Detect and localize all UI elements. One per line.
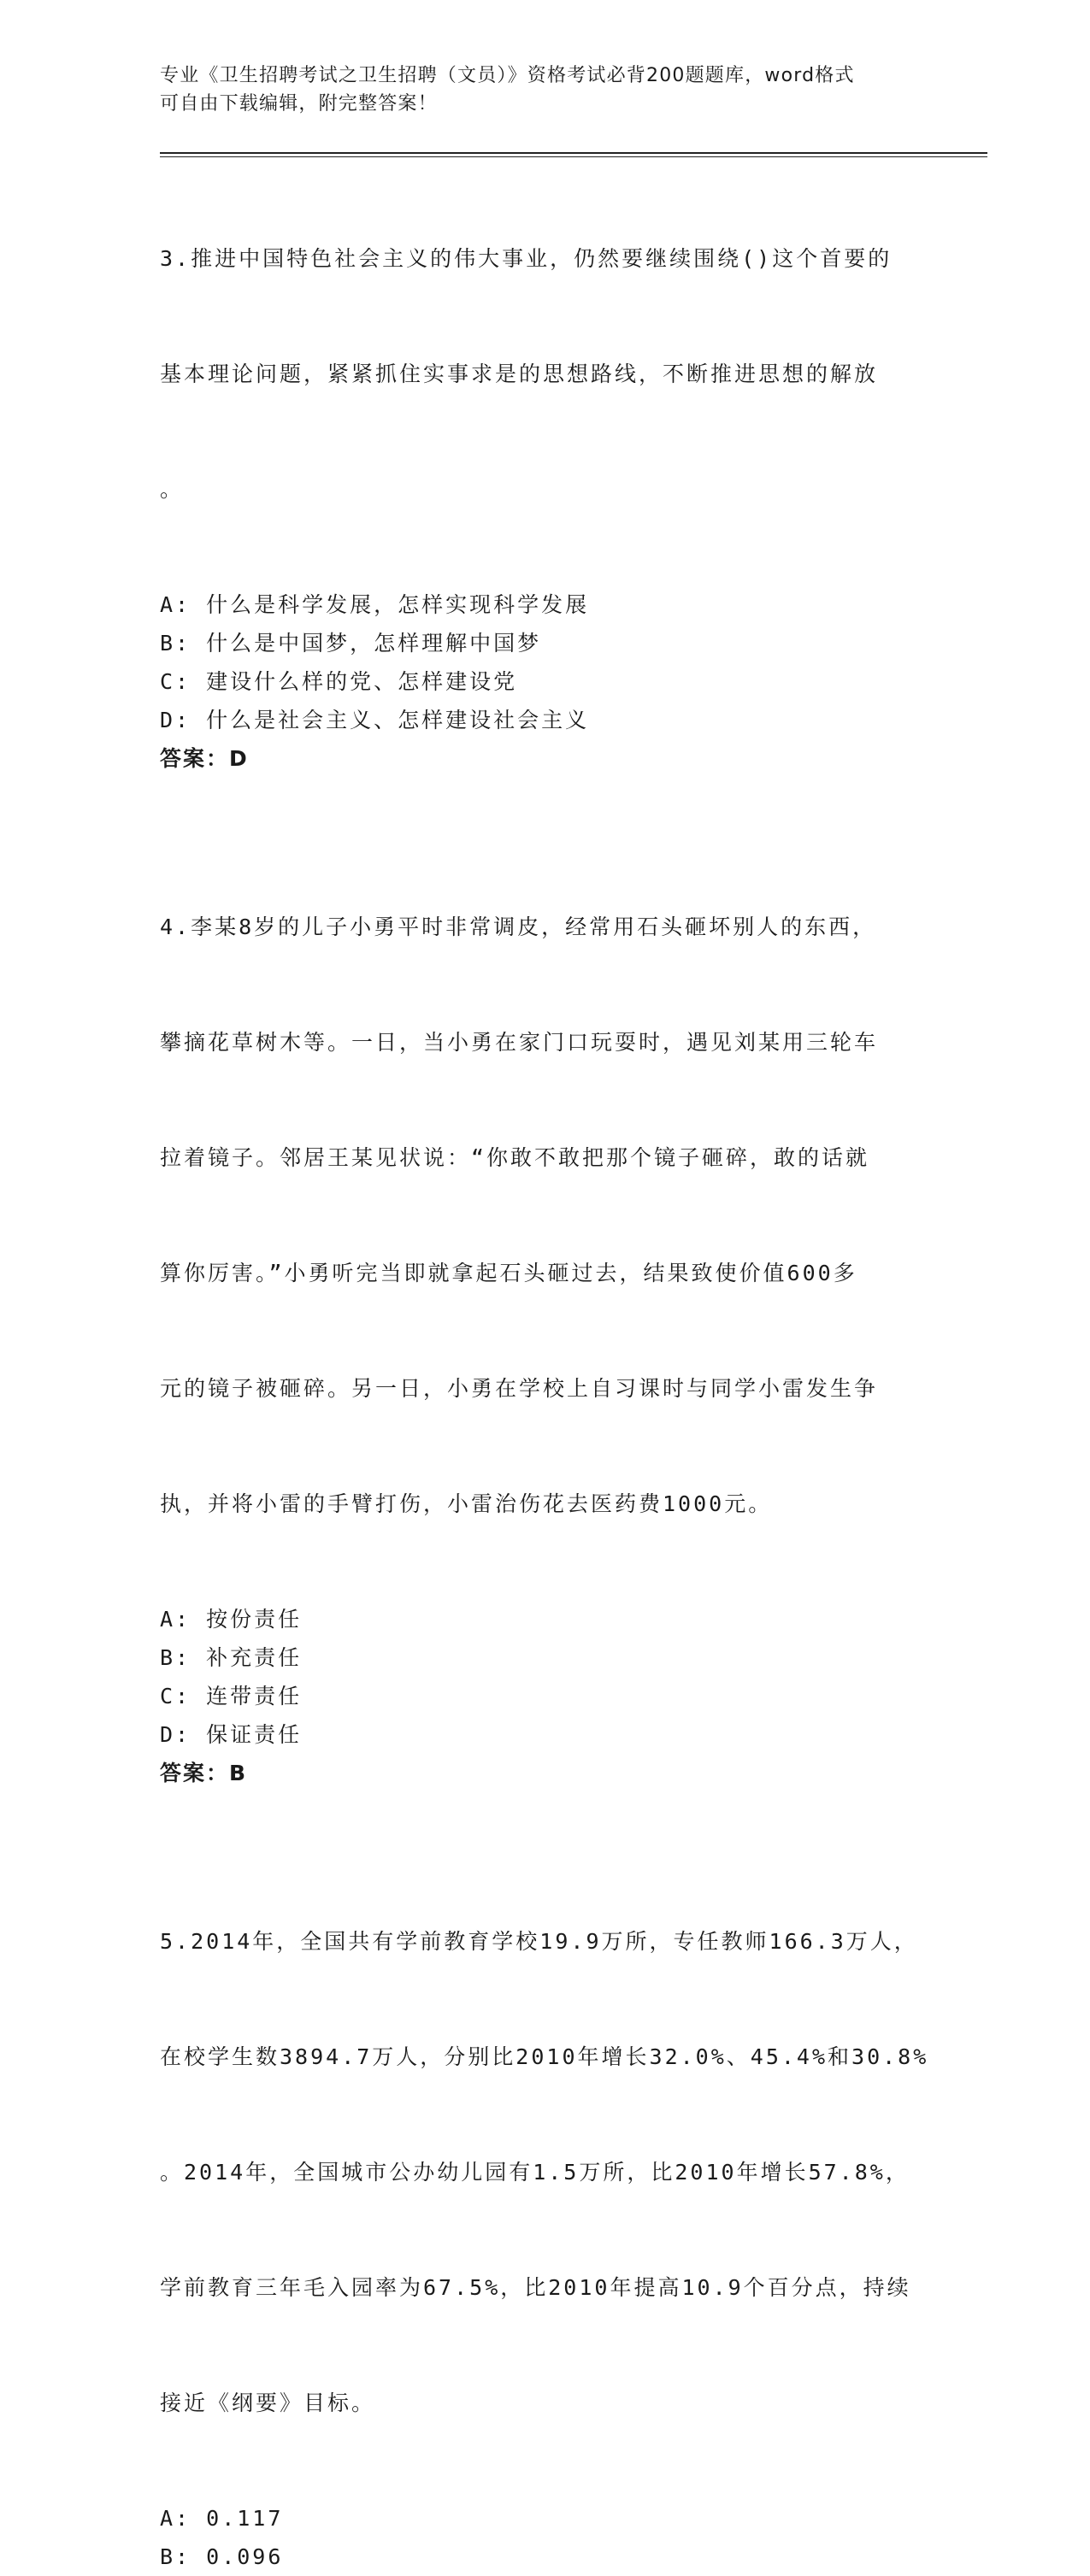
header-rule-thin bbox=[160, 156, 987, 157]
option-b: B: 补充责任 bbox=[160, 1645, 303, 1670]
option-d: D: 什么是社会主义、怎样建设社会主义 bbox=[160, 708, 590, 732]
question-stem bbox=[160, 1845, 929, 2499]
option-c: C: 建设什么样的党、怎样建设党 bbox=[160, 669, 518, 694]
option-c: C: 连带责任 bbox=[160, 1684, 303, 1709]
stem-line: 执，并将小雷的手臂打伤，小雷治伤花去医药费1000元。 bbox=[160, 1491, 773, 1516]
option-b: B: 0.096 bbox=[160, 2544, 284, 2569]
question-3 bbox=[160, 162, 929, 778]
stem-line: 。 bbox=[160, 477, 185, 502]
question-stem bbox=[160, 831, 929, 1600]
stem-line: 算你厉害。”小勇听完当即就拿起石头砸过去，结果致使价值600多 bbox=[160, 1261, 857, 1285]
header-rule-thick bbox=[160, 152, 987, 154]
stem-line: 在校学生数3894.7万人，分别比2010年增长32.0%、45.4%和30.8% bbox=[160, 2044, 929, 2069]
header-line-2: 可自由下载编辑，附完整答案！ bbox=[160, 93, 438, 115]
stem-line: 。2014年，全国城市公办幼儿园有1.5万所，比2010年增长57.8%， bbox=[160, 2160, 910, 2185]
question-list bbox=[160, 162, 929, 2576]
stem-line: 4.李某8岁的儿子小勇平时非常调皮，经常用石头砸坏别人的东西， bbox=[160, 915, 877, 939]
stem-line: 5.2014年，全国共有学前教育学校19.9万所，专任教师166.3万人， bbox=[160, 1929, 918, 1954]
question-4 bbox=[160, 831, 929, 1792]
option-a: A: 0.117 bbox=[160, 2506, 284, 2531]
stem-line: 拉着镜子。邻居王某见状说：“你敢不敢把那个镜子砸碎，敢的话就 bbox=[160, 1145, 870, 1170]
option-a: A: 什么是科学发展，怎样实现科学发展 bbox=[160, 592, 590, 617]
option-b: B: 什么是中国梦，怎样理解中国梦 bbox=[160, 631, 542, 656]
question-5 bbox=[160, 1845, 929, 2576]
answer: 答案：B bbox=[160, 1761, 248, 1785]
document-header bbox=[160, 62, 912, 118]
stem-line: 3.推进中国特色社会主义的伟大事业，仍然要继续围绕()这个首要的 bbox=[160, 246, 893, 271]
stem-line: 接近《纲要》目标。 bbox=[160, 2391, 376, 2415]
stem-line: 基本理论问题，紧紧抓住实事求是的思想路线，不断推进思想的解放 bbox=[160, 362, 879, 386]
stem-line: 元的镜子被砸碎。另一日，小勇在学校上自习课时与同学小雷发生争 bbox=[160, 1376, 879, 1401]
stem-line: 学前教育三年毛入园率为67.5%，比2010年提高10.9个百分点，持续 bbox=[160, 2275, 911, 2300]
stem-line: 攀摘花草树木等。一日，当小勇在家门口玩耍时，遇见刘某用三轮车 bbox=[160, 1030, 879, 1055]
question-stem bbox=[160, 162, 929, 585]
answer: 答案：D bbox=[160, 746, 249, 771]
option-a: A: 按份责任 bbox=[160, 1607, 303, 1632]
header-line-1: 专业《卫生招聘考试之卫生招聘（文员）》资格考试必背200题题库，word格式 bbox=[160, 65, 855, 86]
option-d: D: 保证责任 bbox=[160, 1722, 303, 1747]
